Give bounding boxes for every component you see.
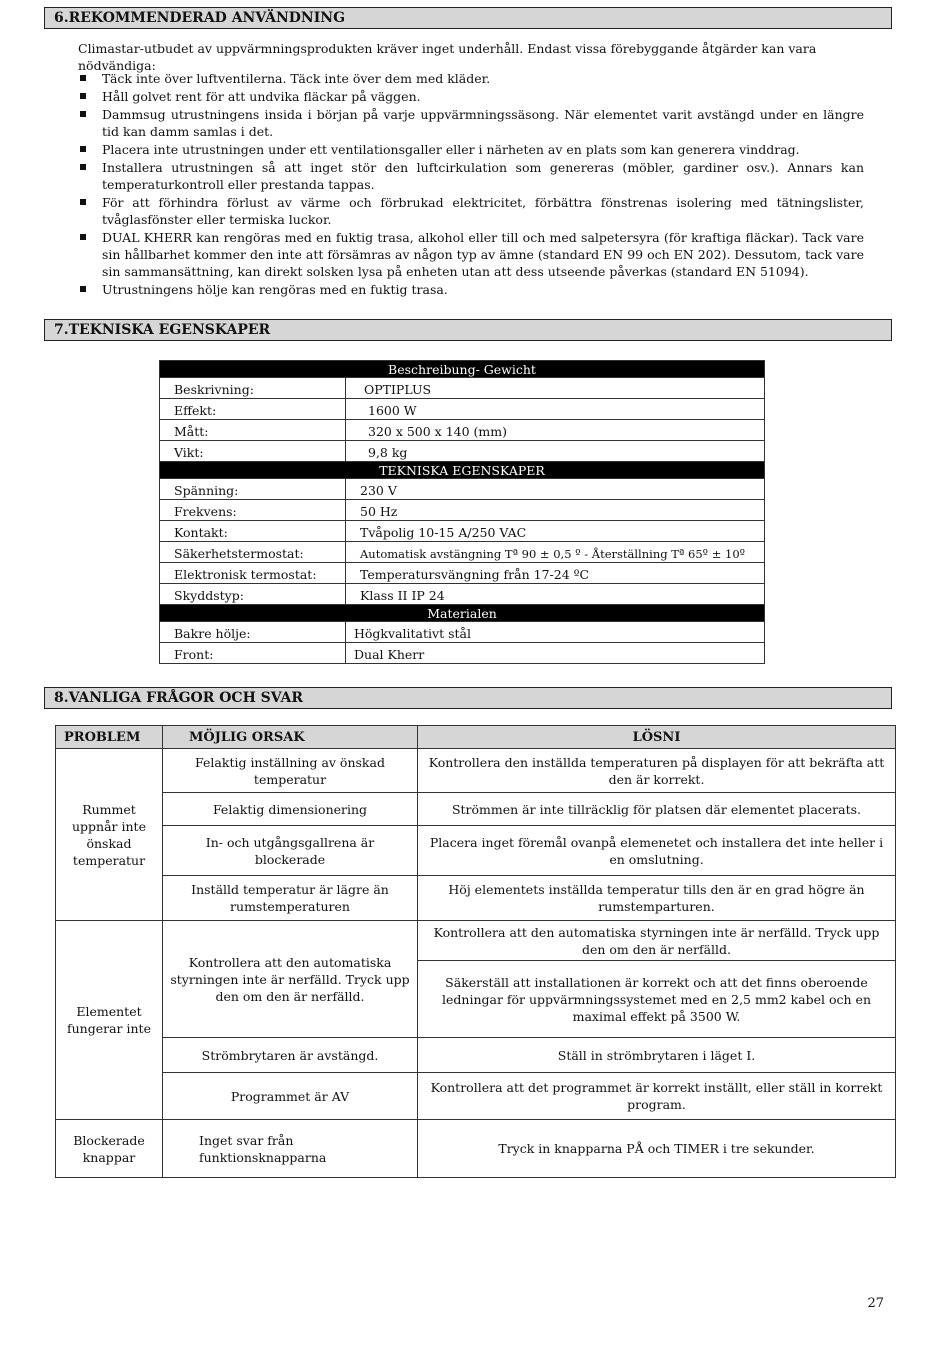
- list-item: Täck inte över luftventilerna. Täck inte över dem med kläder.: [78, 70, 864, 87]
- spec-label: Effekt:: [160, 399, 346, 420]
- spec-label: Beskrivning:: [160, 378, 346, 399]
- table-row: [160, 378, 765, 399]
- col-header-solution: LÖSNI: [418, 726, 896, 749]
- table-row: [160, 500, 765, 521]
- cause-cell: In- och utgångsgallrena är blockerade: [163, 826, 418, 876]
- table-row: [160, 584, 765, 605]
- spec-value: Högkvalitativt stål: [346, 622, 765, 643]
- col-header-problem: PROBLEM: [56, 726, 163, 749]
- solution-cell: Placera inget föremål ovanpå elemenetet och installera det inte heller i en omslutning.: [418, 826, 896, 876]
- list-item: DUAL KHERR kan rengöras med en fuktig trasa, alkohol eller till och med salpetersyra (för kraftiga fläckar). Tack vare sin hållbarhet kommer den inte att försämras av någon typ av ämne (standard EN 99 och EN 202). Dessutom, tack vare sin sammansättning, kan direkt solsken lysa på enheten utan att dess utseende påverkas (standard EN 51094).: [78, 229, 864, 280]
- spec-label: Spänning:: [160, 479, 346, 500]
- table-row: [56, 876, 896, 921]
- spec-value: OPTIPLUS: [346, 378, 765, 399]
- spec-value: 320 x 500 x 140 (mm): [346, 420, 765, 441]
- problem-cell: Blockerade knappar: [56, 1120, 163, 1178]
- solution-cell: Säkerställ att installationen är korrekt och att det finns oberoende ledningar för uppvärmningssystemet med en 2,5 mm2 kabel och en maximal effekt på 3500 W.: [418, 961, 896, 1038]
- spec-value: Dual Kherr: [346, 643, 765, 664]
- list-item: Placera inte utrustningen under ett ventilationsgaller eller i närheten av en plats som kan generera vinddrag.: [78, 141, 864, 158]
- group-header: Materialen: [160, 605, 765, 622]
- solution-cell: Strömmen är inte tillräcklig för platsen där elementet placerats.: [418, 793, 896, 826]
- list-item: Håll golvet rent för att undvika fläckar på väggen.: [78, 88, 864, 105]
- spec-label: Mått:: [160, 420, 346, 441]
- list-item: Installera utrustningen så att inget stör den luftcirkulation som genereras (möbler, gardiner osv.). Annars kan temperaturkontroll eller prestanda tappas.: [78, 159, 864, 193]
- problem-cell: Rummet uppnår inte önskad temperatur: [56, 749, 163, 921]
- section-8-heading: 8.VANLIGA FRÅGOR OCH SVAR: [44, 687, 892, 709]
- cause-cell: Inställd temperatur är lägre än rumstemperaturen: [163, 876, 418, 921]
- group-header: Beschreibung- Gewicht: [160, 361, 765, 378]
- spec-value: Automatisk avstängning Tª 90 ± 0,5 º - Återställning Tª 65º ± 10º: [346, 542, 765, 563]
- section-7-heading: 7.TEKNISKA EGENSKAPER: [44, 319, 892, 341]
- table-row: [160, 542, 765, 563]
- spec-value: Klass II IP 24: [346, 584, 765, 605]
- cause-cell: Felaktig dimensionering: [163, 793, 418, 826]
- spec-label: Säkerhetstermostat:: [160, 542, 346, 563]
- spec-value: Tvåpolig 10-15 A/250 VAC: [346, 521, 765, 542]
- spec-value: 230 V: [346, 479, 765, 500]
- table-row: [56, 921, 896, 961]
- spec-value: 9,8 kg: [346, 441, 765, 462]
- spec-label: Frekvens:: [160, 500, 346, 521]
- solution-cell: Kontrollera att det programmet är korrekt inställt, eller ställ in korrekt program.: [418, 1073, 896, 1120]
- table-row: [160, 441, 765, 462]
- table-header-row: [56, 726, 896, 749]
- section-6-intro: Climastar-utbudet av uppvärmningsprodukten kräver inget underhåll. Endast vissa förebyggande åtgärder kan vara nödvändiga:: [78, 41, 817, 73]
- solution-cell: Kontrollera att den automatiska styrningen inte är nerfälld. Tryck upp den om den är nerfälld.: [418, 921, 896, 961]
- spec-label: Front:: [160, 643, 346, 664]
- page-number: 27: [867, 1296, 884, 1311]
- faq-table: [55, 725, 896, 1178]
- problem-cell: Elementet fungerar inte: [56, 921, 163, 1120]
- col-header-cause: MÖJLIG ORSAK: [163, 726, 418, 749]
- list-item: Dammsug utrustningens insida i början på varje uppvärmningssäsong. När elementet varit avstängd under en längre tid kan damm samlas i det.: [78, 106, 864, 140]
- list-item: För att förhindra förlust av värme och förbrukad elektricitet, förbättra fönstrenas isolering med tätningslister, tvåglasfönster eller termiska luckor.: [78, 194, 864, 228]
- table-row: [160, 521, 765, 542]
- table-row: [56, 749, 896, 793]
- technical-specs-table: [159, 360, 765, 664]
- cause-cell: Strömbrytaren är avstängd.: [163, 1038, 418, 1073]
- solution-cell: Kontrollera den inställda temperaturen på displayen för att bekräfta att den är korrekt.: [418, 749, 896, 793]
- cause-cell: Inget svar från funktionsknapparna: [163, 1120, 418, 1178]
- solution-cell: Tryck in knapparna PÅ och TIMER i tre sekunder.: [418, 1120, 896, 1178]
- group-header: TEKNISKA EGENSKAPER: [160, 462, 765, 479]
- spec-label: Elektronisk termostat:: [160, 563, 346, 584]
- solution-cell: Höj elementets inställda temperatur tills den är en grad högre än rumstemparturen.: [418, 876, 896, 921]
- spec-label: Kontakt:: [160, 521, 346, 542]
- spec-value: 50 Hz: [346, 500, 765, 521]
- spec-label: Skyddstyp:: [160, 584, 346, 605]
- table-row: [160, 479, 765, 500]
- list-item: Utrustningens hölje kan rengöras med en fuktig trasa.: [78, 281, 864, 298]
- table-row: [56, 793, 896, 826]
- table-row: [160, 420, 765, 441]
- spec-label: Vikt:: [160, 441, 346, 462]
- table-row: [56, 826, 896, 876]
- table-row: [160, 399, 765, 420]
- table-row: [56, 1038, 896, 1073]
- table-row: [56, 1120, 896, 1178]
- spec-label: Bakre hölje:: [160, 622, 346, 643]
- table-row: [56, 1073, 896, 1120]
- spec-value: 1600 W: [346, 399, 765, 420]
- table-row: [160, 563, 765, 584]
- spec-value: Temperatursvängning från 17-24 ºC: [346, 563, 765, 584]
- table-row: [160, 622, 765, 643]
- cause-cell: Programmet är AV: [163, 1073, 418, 1120]
- cause-cell: Felaktig inställning av önskad temperatur: [163, 749, 418, 793]
- recommendation-list: [78, 70, 864, 299]
- cause-cell: Kontrollera att den automatiska styrningen inte är nerfälld. Tryck upp den om den är nerfälld.: [163, 921, 418, 1038]
- section-6-heading: 6.REKOMMENDERAD ANVÄNDNING: [44, 7, 892, 29]
- solution-cell: Ställ in strömbrytaren i läget I.: [418, 1038, 896, 1073]
- table-row: [160, 643, 765, 664]
